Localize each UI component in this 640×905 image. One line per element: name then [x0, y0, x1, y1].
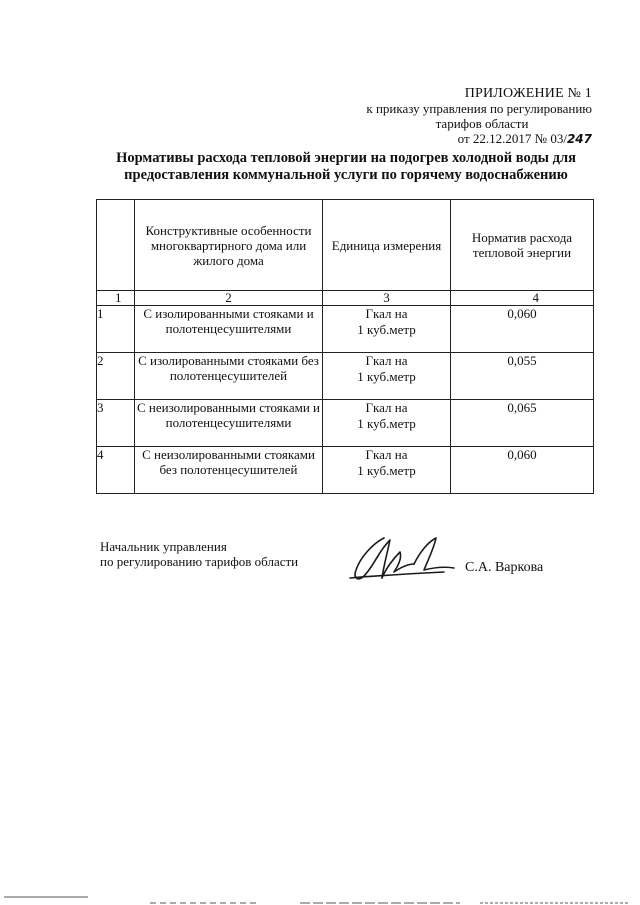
appendix-order-line: к приказу управления по регулированию	[366, 101, 592, 116]
header-features: Конструктивные особенности многоквартирного дома или жилого дома	[135, 200, 323, 291]
row-norm-value: 0,065	[451, 400, 594, 447]
header-norm: Норматив расхода тепловой энергии	[451, 200, 594, 291]
row-features: С изолированными стояками без полотенцесушителей	[135, 353, 323, 400]
appendix-date: от 22.12.2017 № 03/	[457, 131, 567, 146]
row-unit	[323, 306, 451, 353]
appendix-date-line	[332, 131, 592, 147]
unit-line: Гкал на	[365, 400, 408, 415]
table-row	[97, 447, 594, 494]
unit-line: 1 куб.метр	[357, 463, 416, 478]
norms-table	[96, 199, 594, 494]
signatory-position-line-2: по регулированию тарифов области	[100, 554, 299, 569]
appendix-title: ПРИЛОЖЕНИЕ № 1	[464, 86, 592, 101]
row-features: С изолированными стояками и полотенцесушителями	[135, 306, 323, 353]
row-index: 1	[97, 306, 135, 353]
row-unit	[323, 447, 451, 494]
handwritten-order-number: 247	[566, 132, 592, 146]
column-number: 2	[135, 291, 323, 306]
row-index: 2	[97, 353, 135, 400]
document-heading	[96, 150, 596, 184]
appendix-authority-line: тарифов области	[435, 116, 529, 131]
heading-line-2: предоставления коммунальной услуги по горячему водоснабжению	[124, 167, 568, 183]
row-unit	[323, 353, 451, 400]
heading-line-1: Нормативы расхода тепловой энергии на подогрев холодной воды для	[116, 150, 576, 166]
signatory-position-line-1: Начальник управления	[100, 539, 227, 554]
row-unit	[323, 400, 451, 447]
row-norm-value: 0,060	[451, 447, 594, 494]
table-row	[97, 400, 594, 447]
header-unit: Единица измерения	[323, 200, 451, 291]
row-index: 3	[97, 400, 135, 447]
signatory-name: С.А. Варкова	[465, 560, 544, 575]
unit-line: Гкал на	[365, 353, 408, 368]
table-row	[97, 306, 594, 353]
row-norm-value: 0,055	[451, 353, 594, 400]
appendix-header	[332, 86, 592, 147]
header-index	[97, 200, 135, 291]
row-features: С неизолированными стояками и полотенцесушителями	[135, 400, 323, 447]
table-header-row	[97, 200, 594, 291]
scan-edge-marks	[0, 893, 640, 905]
table-row	[97, 353, 594, 400]
unit-line: Гкал на	[365, 447, 408, 462]
column-number-row	[97, 291, 594, 306]
row-norm-value: 0,060	[451, 306, 594, 353]
row-features: С неизолированными стояками без полотенцесушителей	[135, 447, 323, 494]
unit-line: 1 куб.метр	[357, 369, 416, 384]
unit-line: Гкал на	[365, 306, 408, 321]
signatory-position	[100, 539, 298, 569]
handwritten-signature	[344, 528, 464, 588]
unit-line: 1 куб.метр	[357, 322, 416, 337]
row-index: 4	[97, 447, 135, 494]
column-number: 3	[323, 291, 451, 306]
column-number: 1	[97, 291, 135, 306]
column-number: 4	[451, 291, 594, 306]
unit-line: 1 куб.метр	[357, 416, 416, 431]
